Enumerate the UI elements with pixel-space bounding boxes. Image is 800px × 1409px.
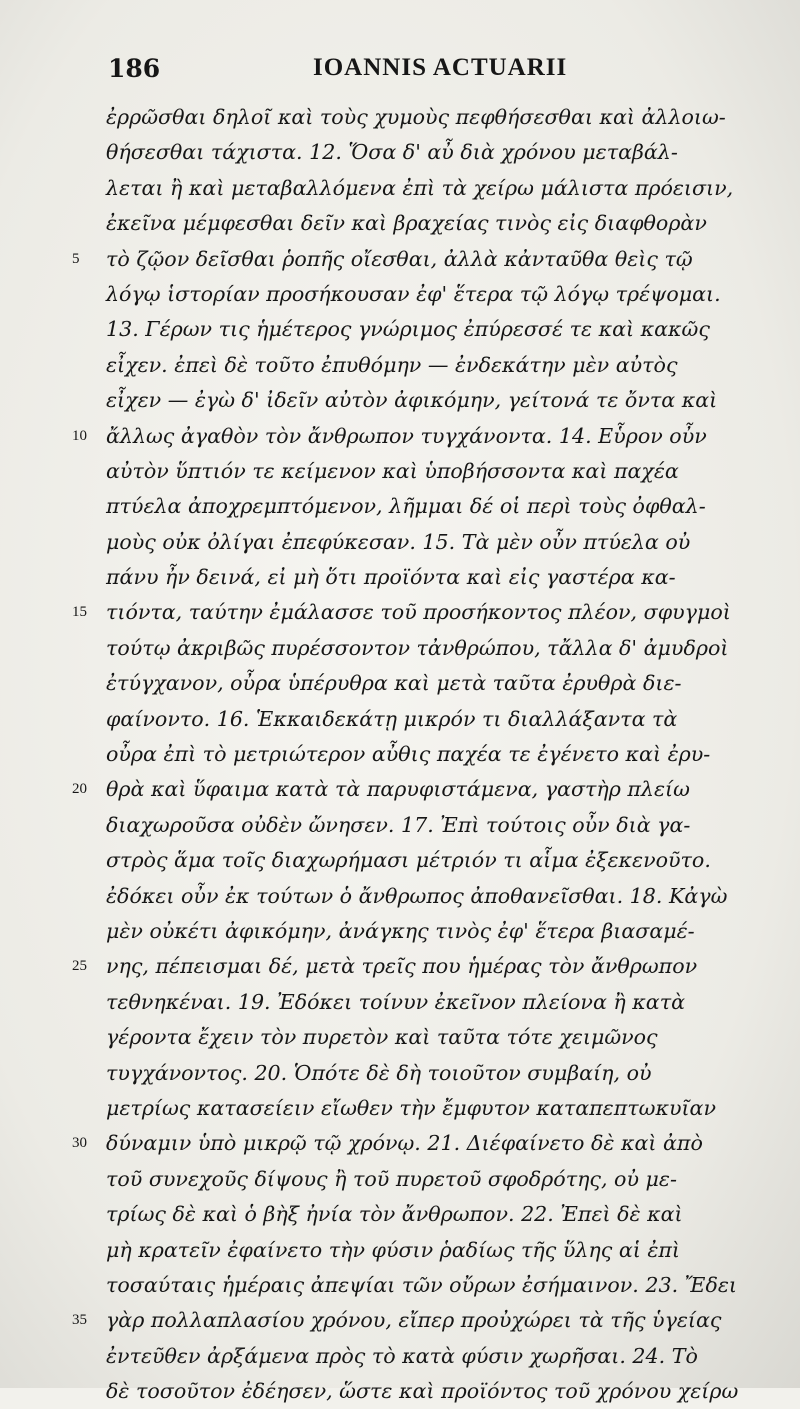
text-line: [0, 419, 800, 454]
text-line: [0, 631, 800, 666]
text-line: [0, 242, 800, 277]
line-number: 25: [72, 958, 87, 975]
line-number: 10: [72, 427, 87, 444]
line-text: εἶχεν — ἐγὼ δ' ἰδεῖν αὐτὸν ἀφικόμην, γείτονά τε ὄντα καὶ: [106, 388, 718, 413]
text-line: [0, 348, 800, 383]
line-text: φαίνοντο. 16. Ἑκκαιδεκάτῃ μικρόν τι διαλλάξαντα τὰ: [106, 706, 678, 731]
line-text: ἐτύγχανον, οὖρα ὑπέρυθρα καὶ μετὰ ταῦτα ἐρυθρὰ διε-: [106, 671, 682, 696]
line-text: πάνυ ἦν δεινά, εἰ μὴ ὅτι προϊόντα καὶ εἰς γαστέρα κα-: [106, 565, 676, 590]
text-line: [0, 489, 800, 524]
text-line: [0, 525, 800, 560]
line-number: 15: [72, 604, 87, 621]
line-text: στρὸς ἅμα τοῖς διαχωρήμασι μέτριόν τι αἷμα ἐξεκενοῦτο.: [106, 848, 711, 873]
text-line: [0, 1162, 800, 1197]
line-text: μὲν οὐκέτι ἀφικόμην, ἀνάγκης τινὸς ἐφ' ἕτερα βιασαμέ-: [106, 918, 695, 943]
line-text: εἶχεν. ἐπεὶ δὲ τοῦτο ἐπυθόμην — ἐνδεκάτην μὲν αὐτὸς: [106, 352, 678, 377]
line-text: πτύελα ἀποχρεμπτόμενον, λῆμμαι δέ οἱ περὶ τοὺς ὀφθαλ-: [106, 494, 706, 519]
text-line: [0, 135, 800, 170]
text-line: [0, 772, 800, 807]
line-text: τὸ ζῷον δεῖσθαι ῥοπῆς οἴεσθαι, ἀλλὰ κἀνταῦθα θεὶς τῷ: [106, 246, 693, 271]
page-number: 186: [108, 54, 161, 83]
text-line: [0, 595, 800, 630]
line-text: τιόντα, ταύτην ἐμάλασσε τοῦ προσήκοντος πλέον, σφυγμοὶ: [106, 600, 731, 625]
line-text: γὰρ πολλαπλασίου χρόνου, εἴπερ προὐχώρει τὰ τῆς ὑγείας: [106, 1308, 722, 1333]
line-text: τούτῳ ἀκριβῶς πυρέσσοντον τἀνθρώπου, τἄλλα δ' ἀμυδροὶ: [106, 635, 729, 660]
text-line: [0, 1233, 800, 1268]
text-line: [0, 1197, 800, 1232]
line-text: ἐρρῶσθαι δηλοῖ καὶ τοὺς χυμοὺς πεφθήσεσθαι καὶ ἀλλοιω-: [106, 105, 726, 129]
line-text: δὲ τοσοῦτον ἐδέησεν, ὥστε καὶ προϊόντος τοῦ χρόνου χείρω: [106, 1379, 739, 1404]
text-line: [0, 666, 800, 701]
line-number: 5: [72, 250, 80, 267]
line-text: νης, πέπεισμαι δέ, μετὰ τρεῖς που ἡμέρας τὸν ἄνθρωπον: [106, 954, 698, 979]
text-line: [0, 1339, 800, 1374]
text-line: [0, 737, 800, 772]
line-number: 20: [72, 781, 87, 798]
line-text: ἐδόκει οὖν ἐκ τούτων ὁ ἄνθρωπος ἀποθανεῖσθαι. 18. Κἀγὼ: [106, 883, 728, 908]
text-line: [0, 1126, 800, 1161]
page-header: [108, 54, 708, 94]
text-line: [0, 1374, 800, 1409]
text-line: [0, 879, 800, 914]
line-number: 35: [72, 1312, 87, 1329]
running-head: IOANNIS ACTUARII: [313, 54, 568, 81]
text-line: [0, 560, 800, 595]
line-text: γέροντα ἔχειν τὸν πυρετὸν καὶ ταῦτα τότε χειμῶνος: [106, 1025, 658, 1050]
text-line: [0, 1303, 800, 1338]
line-text: θήσεσθαι τάχιστα. 12. Ὅσα δ' αὖ διὰ χρόνου μεταβάλ-: [106, 140, 678, 165]
line-text: οὖρα ἐπὶ τὸ μετριώτερον αὖθις παχέα τε ἐγένετο καὶ ἐρυ-: [106, 742, 711, 767]
line-text: τοσαύταις ἡμέραις ἀπεψίαι τῶν οὔρων ἐσήμαινον. 23. Ἔδει: [106, 1272, 737, 1297]
text-line: [0, 454, 800, 489]
line-text: τοῦ συνεχοῦς δίψους ἢ τοῦ πυρετοῦ σφοδρότης, οὐ με-: [106, 1166, 677, 1191]
line-text: ἄλλως ἀγαθὸν τὸν ἄνθρωπον τυγχάνοντα. 14. Εὗρον οὖν: [106, 423, 707, 448]
text-line: [0, 1056, 800, 1091]
line-text: μοὺς οὐκ ὀλίγαι ἐπεφύκεσαν. 15. Τὰ μὲν οὖν πτύελα οὐ: [106, 529, 691, 554]
line-text: δύναμιν ὑπὸ μικρῷ τῷ χρόνῳ. 21. Διέφαίνετο δὲ καὶ ἀπὸ: [106, 1131, 703, 1156]
line-text: θρὰ καὶ ὕφαιμα κατὰ τὰ παρυφιστάμενα, γαστὴρ πλείω: [106, 777, 690, 802]
line-text: τυγχάνοντος. 20. Ὁπότε δὲ δὴ τοιοῦτον συμβαίη, οὐ: [106, 1060, 652, 1085]
line-text: λόγῳ ἱστορίαν προσήκουσαν ἐφ' ἕτερα τῷ λόγῳ τρέψομαι.: [106, 281, 721, 306]
text-line: [0, 312, 800, 347]
text-line: [0, 949, 800, 984]
text-line: [0, 985, 800, 1020]
line-text: τρίως δὲ καὶ ὁ βὴξ ἠνία τὸν ἄνθρωπον. 22. Ἐπεὶ δὲ καὶ: [106, 1202, 683, 1227]
line-text: διαχωροῦσα οὐδὲν ὤνησεν. 17. Ἐπὶ τούτοις οὖν διὰ γα-: [106, 812, 691, 837]
text-line: [0, 843, 800, 878]
line-text: λεται ἢ καὶ μεταβαλλόμενα ἐπὶ τὰ χείρω μάλιστα πρόεισιν,: [106, 175, 734, 200]
text-line: [0, 1091, 800, 1126]
text-line: [0, 914, 800, 949]
text-line: [0, 100, 800, 135]
text-line: [0, 171, 800, 206]
line-text: ἐντεῦθεν ἀρξάμενα πρὸς τὸ κατὰ φύσιν χωρῆσαι. 24. Τὸ: [106, 1343, 698, 1368]
line-text: 13. Γέρων τις ἡμέτερος γνώριμος ἐπύρεσσέ τε καὶ κακῶς: [106, 317, 710, 342]
text-line: [0, 383, 800, 418]
text-line: [0, 808, 800, 843]
text-line: [0, 206, 800, 241]
line-text: τεθνηκέναι. 19. Ἐδόκει τοίνυν ἐκεῖνον πλείονα ἢ κατὰ: [106, 989, 685, 1014]
line-text: ἐκεῖνα μέμφεσθαι δεῖν καὶ βραχείας τινὸς εἰς διαφθορὰν: [106, 211, 707, 236]
text-line: [0, 1268, 800, 1303]
line-text: μὴ κρατεῖν ἐφαίνετο τὴν φύσιν ῥαδίως τῆς ὕλης αἱ ἐπὶ: [106, 1237, 681, 1262]
line-text: μετρίως κατασείειν εἴωθεν τὴν ἔμφυτον καταπεπτωκυῖαν: [106, 1095, 716, 1120]
text-line: [0, 277, 800, 312]
text-line: [0, 1020, 800, 1055]
greek-text-body: [0, 100, 800, 1409]
line-text: αὐτὸν ὕπτιόν τε κείμενον καὶ ὑποβήσσοντα καὶ παχέα: [106, 458, 679, 483]
line-number: 30: [72, 1135, 87, 1152]
text-line: [0, 702, 800, 737]
